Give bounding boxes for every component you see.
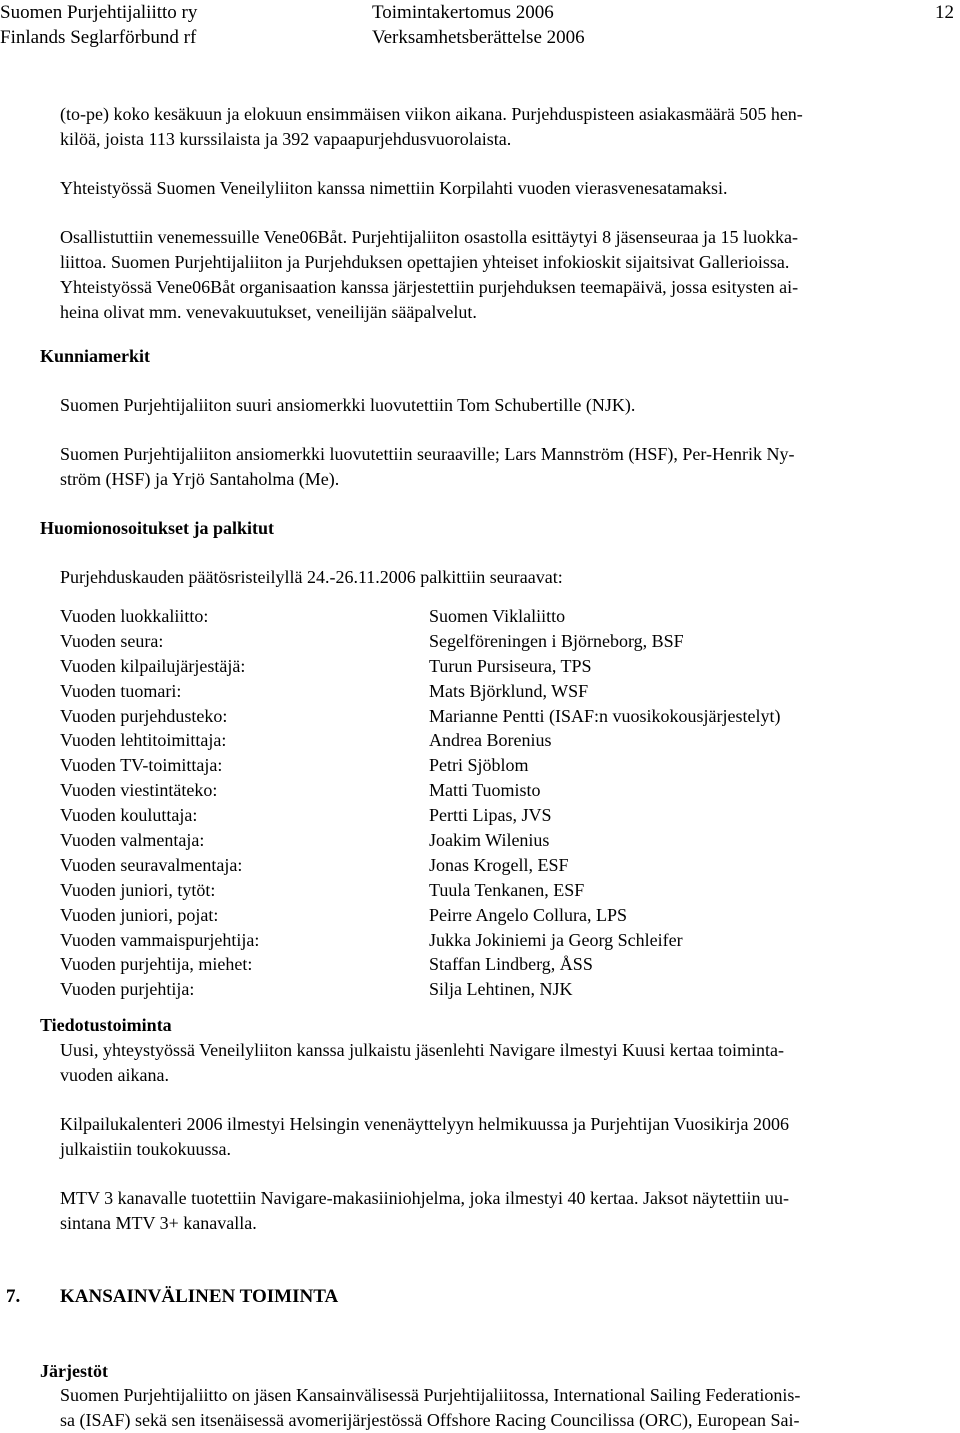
award-category: Vuoden juniori, pojat: (60, 904, 219, 925)
awards-list (60, 604, 940, 1002)
award-row (60, 928, 940, 953)
award-row (60, 952, 940, 977)
award-category: Vuoden kouluttaja: (60, 805, 198, 826)
award-category: Vuoden purjehtija: (60, 979, 195, 1000)
award-winner: Marianne Pentti (ISAF:n vuosikokousjärjestelyt) (429, 705, 781, 726)
intro-korpilahti: Yhteistyössä Suomen Veneilyliiton kanssa nimettiin Korpilahti vuoden vierasvenesatamaksi. (60, 178, 728, 198)
intro-messu-line-3: Yhteistyössä Vene06Båt organisaation kanssa järjestettiin purjehduksen teemapäivä, jossa esitysten ai- (60, 277, 799, 297)
award-category: Vuoden seura: (60, 630, 164, 651)
award-row (60, 704, 940, 729)
jarjestot-line-2: sa (ISAF) sekä sen itsenäisessä avomerijärjestössä Offshore Racing Councilissa (ORC), European Sai- (60, 1410, 800, 1430)
heading-jarjestot: Järjestöt (40, 1361, 108, 1381)
section-7-number: 7. (6, 1286, 21, 1307)
kunniamerkit-p1: Suomen Purjehtijaliiton suuri ansiomerkki luovutettiin Tom Schubertille (NJK). (60, 395, 636, 415)
award-category: Vuoden juniori, tytöt: (60, 879, 216, 900)
award-category: Vuoden tuomari: (60, 680, 182, 701)
header-doc-sv: Verksamhetsberättelse 2006 (372, 27, 585, 48)
award-winner: Silja Lehtinen, NJK (429, 979, 573, 1000)
header-doc-fi: Toimintakertomus 2006 (372, 2, 554, 23)
award-row (60, 853, 940, 878)
heading-tiedotustoiminta: Tiedotustoiminta (40, 1015, 172, 1035)
award-winner: Andrea Borenius (429, 730, 552, 751)
award-category: Vuoden valmentaja: (60, 830, 205, 851)
page-header (0, 0, 960, 52)
tiedotus-p3-line-2: sintana MTV 3+ kanavalla. (60, 1213, 257, 1233)
kunniamerkit-p2-line-2: ström (HSF) ja Yrjö Santaholma (Me). (60, 469, 340, 489)
tiedotus-p2-line-2: julkaistiin toukokuussa. (60, 1139, 231, 1159)
award-row (60, 778, 940, 803)
award-category: Vuoden viestintäteko: (60, 780, 218, 801)
intro-line-2: kilöä, joista 113 kurssilaista ja 392 vapaapurjehdusvuorolaista. (60, 129, 512, 149)
header-org-sv: Finlands Seglarförbund rf (0, 27, 197, 48)
award-winner: Joakim Wilenius (429, 830, 550, 851)
award-row (60, 679, 940, 704)
award-winner: Petri Sjöblom (429, 755, 529, 776)
award-winner: Staffan Lindberg, ÅSS (429, 954, 593, 975)
award-winner: Jukka Jokiniemi ja Georg Schleifer (429, 929, 683, 950)
award-row (60, 828, 940, 853)
award-row (60, 753, 940, 778)
award-category: Vuoden kilpailujärjestäjä: (60, 655, 246, 676)
intro-line-1: (to-pe) koko kesäkuun ja elokuun ensimmäisen viikon aikana. Purjehduspisteen asiakasmäärä 505 hen- (60, 104, 803, 124)
award-row (60, 903, 940, 928)
award-category: Vuoden purjehtija, miehet: (60, 954, 253, 975)
award-winner: Tuula Tenkanen, ESF (429, 879, 585, 900)
award-category: Vuoden seuravalmentaja: (60, 854, 243, 875)
page-number: 12 (935, 2, 954, 23)
award-row (60, 604, 940, 629)
jarjestot-line-1: Suomen Purjehtijaliitto on jäsen Kansainvälisessä Purjehtijaliitossa, International Sailing Federationis- (60, 1385, 801, 1405)
award-winner: Jonas Krogell, ESF (429, 854, 569, 875)
award-category: Vuoden vammaispurjehtija: (60, 929, 260, 950)
award-category: Vuoden TV-toimittaja: (60, 755, 223, 776)
award-category: Vuoden luokkaliitto: (60, 606, 209, 626)
tiedotus-p1-line-1: Uusi, yhteystyössä Veneilyliiton kanssa julkaistu jäsenlehti Navigare ilmestyi Kuusi kertaa toiminta- (60, 1040, 785, 1060)
heading-huomionosoitukset: Huomionosoitukset ja palkitut (40, 518, 275, 538)
award-winner: Turun Pursiseura, TPS (429, 655, 592, 676)
header-org-fi: Suomen Purjehtijaliitto ry (0, 2, 198, 23)
award-winner: Mats Björklund, WSF (429, 680, 589, 701)
tiedotus-p1-line-2: vuoden aikana. (60, 1065, 169, 1085)
award-row (60, 803, 940, 828)
awards-intro: Purjehduskauden päätösristeilyllä 24.-26.11.2006 palkittiin seuraavat: (60, 567, 563, 587)
award-row (60, 977, 940, 1002)
award-category: Vuoden purjehdusteko: (60, 705, 228, 726)
award-category: Vuoden lehtitoimittaja: (60, 730, 227, 751)
award-row (60, 728, 940, 753)
tiedotus-p2-line-1: Kilpailukalenteri 2006 ilmestyi Helsingin venenäyttelyyn helmikuussa ja Purjehtijan Vuosikirja 2006 (60, 1114, 789, 1134)
section-7-title: KANSAINVÄLINEN TOIMINTA (60, 1286, 339, 1307)
award-row (60, 654, 940, 679)
intro-messu-line-4: heina olivat mm. venevakuutukset, veneilijän sääpalvelut. (60, 302, 477, 322)
intro-messu-line-1: Osallistuttiin venemessuille Vene06Båt. Purjehtijaliiton osastolla esittäytyi 8 jäsenseuraa ja 15 luokka- (60, 227, 799, 247)
award-winner: Peirre Angelo Collura, LPS (429, 904, 627, 925)
award-row (60, 629, 940, 654)
tiedotus-p3-line-1: MTV 3 kanavalle tuotettiin Navigare-makasiiniohjelma, joka ilmestyi 40 kertaa. Jaksot näytettiin uu- (60, 1188, 789, 1208)
award-winner: Suomen Viklaliitto (429, 606, 566, 626)
award-winner: Segelföreningen i Björneborg, BSF (429, 630, 684, 651)
award-winner: Matti Tuomisto (429, 780, 541, 801)
heading-kunniamerkit: Kunniamerkit (40, 346, 151, 366)
award-winner: Pertti Lipas, JVS (429, 805, 552, 826)
kunniamerkit-p2-line-1: Suomen Purjehtijaliiton ansiomerkki luovutettiin seuraaville; Lars Mannström (HSF), Per-Henrik Ny- (60, 444, 795, 464)
intro-messu-line-2: liittoa. Suomen Purjehtijaliiton ja Purjehduksen opettajien yhteiset infokioskit sijaitsivat Gallerioissa. (60, 252, 790, 272)
award-row (60, 878, 940, 903)
